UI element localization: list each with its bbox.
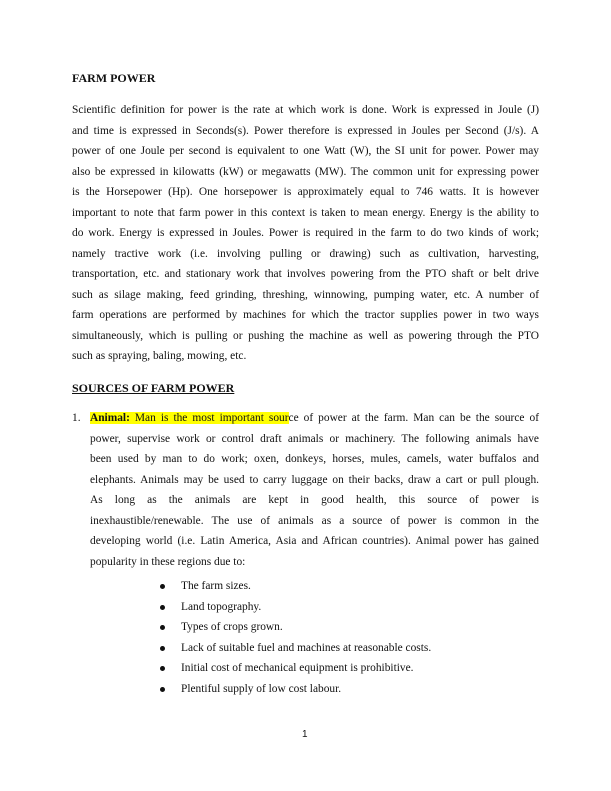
text-line: such as spraying, baling, mowing, etc. bbox=[72, 350, 247, 362]
text-line: simultaneously, which is pulling or pushing the machine as well as powering through the PTO bbox=[72, 329, 539, 342]
bullet-icon bbox=[160, 646, 165, 651]
highlighted-text: Animal: Man is the most important sour bbox=[90, 412, 289, 424]
page-number: 1 bbox=[302, 729, 308, 740]
text-line: power, supervise work or control draft animals or machinery. The following animals have bbox=[90, 432, 539, 445]
bullet-item: Lack of suitable fuel and machines at reasonable costs. bbox=[160, 638, 431, 659]
text-line: popularity in these regions due to: bbox=[90, 555, 246, 568]
text-line: namely tractive work (i.e. involving pulling or drawing) such as cultivation, harvesting, bbox=[72, 247, 539, 260]
text-line: developing world (i.e. Latin America, Asia and African countries). Animal power has gained bbox=[90, 535, 539, 547]
text-line: also be expressed in kilowatts (kW) or megawatts (MW). The common unit for expressing power bbox=[72, 165, 539, 178]
text-line: is the Horsepower (Hp). One horsepower is approximately equal to 746 watts. It is however bbox=[72, 186, 539, 198]
text-line: Animal: Man is the most important source of power at the farm. Man can be the source of bbox=[90, 412, 539, 424]
bullet-item: Types of crops grown. bbox=[160, 617, 431, 638]
list-label: Animal: bbox=[90, 412, 130, 424]
bullet-icon bbox=[160, 584, 165, 589]
page-title: FARM POWER bbox=[72, 71, 156, 85]
bullet-list bbox=[160, 576, 431, 699]
text-line: been used by man to do work; oxen, donkeys, horses, mules, camels, water buffalos and bbox=[90, 453, 539, 465]
text-line: As long as the animals are kept in good health, this source of power is bbox=[90, 494, 539, 506]
bullet-item: Land topography. bbox=[160, 597, 431, 618]
text-line: such as silage making, feed grinding, threshing, winnowing, pumping water, etc. A number of bbox=[72, 288, 539, 301]
text-line: elephants. Animals may be used to carry luggage on their backs, draw a cart or pull plough. bbox=[90, 473, 539, 486]
bullet-item: The farm sizes. bbox=[160, 576, 431, 597]
intro-paragraph bbox=[72, 100, 539, 367]
text-line: power of one Joule per second is equivalent to one Watt (W), the SI unit for power. Power may bbox=[72, 145, 539, 157]
bullet-icon bbox=[160, 687, 165, 692]
list-item-animal bbox=[90, 408, 539, 572]
text-line: farm operations are performed by machines for which the tractor supplies power in two ways bbox=[72, 309, 539, 321]
section-heading: SOURCES OF FARM POWER bbox=[72, 381, 235, 395]
text-line: and time is expressed in Seconds(s). Power therefore is expressed in Joules per Second (J/s). A bbox=[72, 124, 539, 137]
bullet-icon bbox=[160, 605, 165, 610]
text-line: transportation, etc. and stationary work that involves powering from the PTO shaft or belt drive bbox=[72, 268, 539, 280]
bullet-icon bbox=[160, 666, 165, 671]
list-number: 1. bbox=[72, 412, 81, 424]
text-line: Scientific definition for power is the rate at which work is done. Work is expressed in Joule (J) bbox=[72, 104, 539, 116]
bullet-item: Plentiful supply of low cost labour. bbox=[160, 679, 431, 700]
bullet-icon bbox=[160, 625, 165, 630]
text-line: important to note that farm power in this context is taken to mean energy. Energy is the ability to bbox=[72, 206, 539, 219]
text-line: inexhaustible/renewable. The use of animals as a source of power is common in the bbox=[90, 514, 539, 527]
text-line: do work. Energy is expressed in Joules. Power is required in the farm to do two kinds of work; bbox=[72, 227, 539, 239]
bullet-item: Initial cost of mechanical equipment is prohibitive. bbox=[160, 658, 431, 679]
